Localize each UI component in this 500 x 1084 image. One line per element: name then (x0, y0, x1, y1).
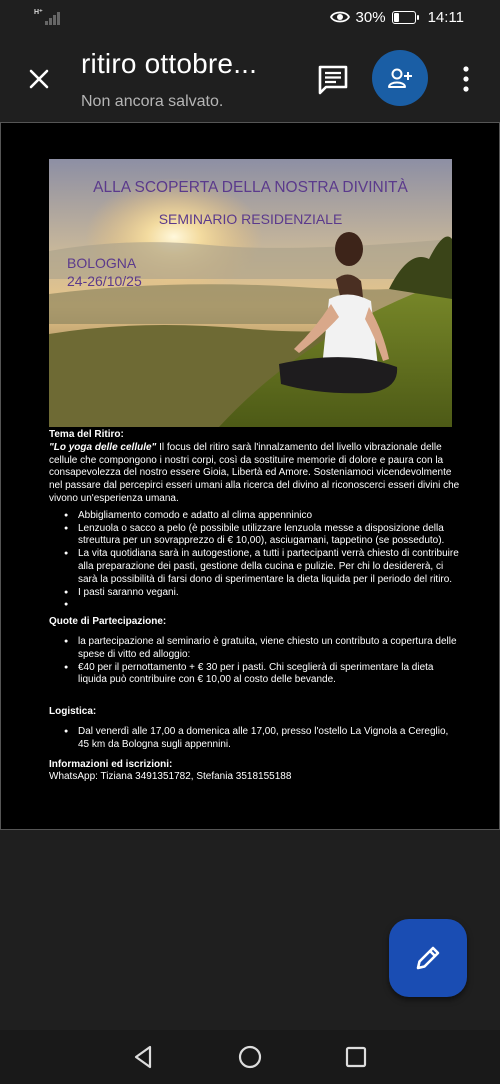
edit-button[interactable] (389, 919, 467, 997)
back-icon[interactable] (130, 1043, 158, 1071)
document-body (49, 429, 461, 784)
system-nav-bar (0, 1030, 500, 1084)
logistics-list (49, 726, 461, 752)
sunset-meditation-picture (49, 159, 452, 427)
list-item: ● La vita quotidiana sarà in autogestione, a tutti i partecipanti verrà chiesto di contribuire alla preparazione dei pasti, gestione della cucina e pulizie. Per chi lo desidererà, ci sarà la possibilità di farsi dono di sperimentare la dieta liquida per il periodo del ritiro. (49, 548, 461, 586)
share-button[interactable] (372, 50, 428, 106)
list-item: ● Dal venerdì alle 17,00 a domenica alle 17,00, presso l'ostello La Vignola a Cereglio, 45 km da Bologna sugli appennini. (49, 726, 461, 752)
banner-city: BOLOGNA (67, 255, 137, 271)
list-item: ● Lenzuola o sacco a pelo (è possibile utilizzare lenzuola messe a disposizione della streuttura per un sovrapprezzo di € 10,00), asciugamani, tappetino (se posseduto). (49, 523, 461, 549)
signal-icon (34, 9, 64, 25)
theme-heading: Tema del Ritiro: (49, 429, 124, 440)
app-bar (0, 34, 500, 122)
battery-percent: 30% (355, 8, 386, 26)
battery-icon (392, 11, 416, 24)
add-person-icon (387, 67, 413, 89)
banner-image (49, 159, 452, 427)
recents-icon[interactable] (342, 1043, 370, 1071)
list-item: ● Abbigliamento comodo e adatto al clima appenninico (49, 510, 461, 523)
document-title: ritiro ottobre... (81, 48, 258, 79)
comment-icon[interactable] (316, 62, 350, 96)
list-item: ● I pasti saranno vegani. (49, 587, 461, 600)
document-page[interactable] (0, 122, 500, 830)
close-icon[interactable] (24, 64, 54, 94)
quote-list (49, 636, 461, 687)
more-vert-icon[interactable] (456, 64, 476, 94)
status-bar (0, 0, 500, 34)
info-text: WhatsApp: Tiziana 3491351782, Stefania 3518155188 (49, 771, 292, 783)
banner-heading: ALLA SCOPERTA DELLA NOSTRA DIVINITÀ (93, 179, 408, 196)
list-item (49, 599, 461, 612)
logistics-heading: Logistica: (49, 706, 97, 718)
home-icon[interactable] (236, 1043, 264, 1071)
pencil-icon (413, 943, 443, 973)
list-item: ● €40 per il pernottamento + € 30 per i pasti. Chi sceglierà di sperimentare la dieta liquida può contribuire con € 10,00 al costo delle bevande. (49, 662, 461, 688)
banner-dates: 24-26/10/25 (67, 273, 142, 289)
network-type: H⁺ (34, 9, 43, 16)
eye-icon (330, 10, 350, 24)
save-status: Non ancora salvato. (81, 93, 224, 110)
quote-heading: Quote di Partecipazione: (49, 616, 167, 628)
clock: 14:11 (427, 8, 464, 26)
theme-paragraph (49, 442, 461, 506)
info-heading: Informazioni ed iscrizioni: (49, 758, 173, 770)
banner-subheading: SEMINARIO RESIDENZIALE (158, 211, 343, 227)
theme-text: Il focus del ritiro sarà l'innalzamento del livello vibrazionale delle cellule che compongono i nostri corpi, così da sostituire memorie di dolore e paura con la consapevolezza del nostro essere Gioia, Libertà ed Amore. Sosteniamoci vicendevolmente nel passare dal percepirci esseri umani alla ricerca del divino al riconoscerci esseri divini che vivono un'esperienza umana. (49, 441, 460, 504)
list-item: ● la partecipazione al seminario è gratuita, viene chiesto un contributo a copertura delle spese di vitto ed alloggio: (49, 636, 461, 662)
theme-italic: "Lo yoga delle cellule" (49, 441, 157, 453)
packing-list (49, 510, 461, 612)
